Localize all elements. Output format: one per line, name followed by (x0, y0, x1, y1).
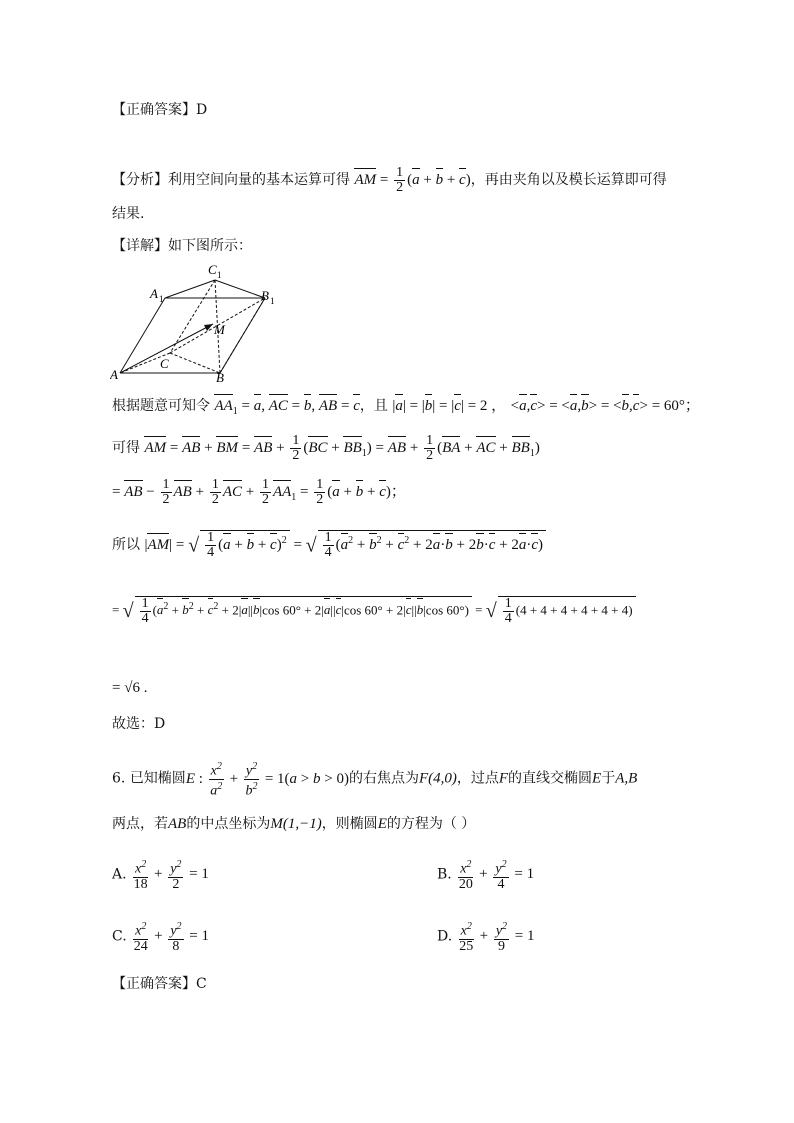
label-c: C (160, 356, 169, 371)
modulus-line-2 (112, 596, 636, 626)
label-c1-sub: 1 (217, 270, 222, 280)
parallelepiped-figure (110, 258, 290, 383)
detail-head: 【详解】 (112, 238, 168, 254)
detail-text: 如下图所示： (168, 238, 252, 254)
result-line (112, 678, 147, 698)
modulus-formula-2: = √ $\frac{1}{4}$ ($a^2 + b^2 + c^2 + 2|a||b|\cos$ 60° + 2|a||c|cos 60° + 2|c||b|cos 60°) = √ $\frac{1}{4}$ (4 + 4 + 4 + 4 + 4 + 4) (112, 602, 636, 617)
label-b1-sub: 1 (270, 296, 275, 306)
question-text-1: 已知椭圆 (129, 770, 186, 787)
label-b1: B (261, 288, 269, 303)
question-text-3: ，过点 (456, 770, 499, 787)
focus-point: F(4,0) (418, 770, 457, 787)
angle-formula: <a,c> = <a,b> = <b,c> (510, 398, 652, 414)
condition-line (112, 396, 700, 422)
analysis-text-1: 利用空间向量的基本运算可得 (168, 171, 350, 188)
question-text-7: 的中点坐标为 (186, 816, 271, 832)
choose-text: 故选：D (112, 716, 166, 732)
modulus-pre: 所以 (112, 537, 140, 553)
modulus-line-1 (112, 530, 546, 560)
derive-formula-2: = AB − $\frac{1}{2}$ AB + $\frac{1}{2}$ AC + $\frac{1}{2}$ $AA_1$ = $\frac{1}{2}$ (a + b + c)； (112, 477, 406, 507)
analysis-line (112, 166, 667, 195)
ellipse-equation: E : $\frac{x^2}{a^2}$ + $\frac{y^2}{b^2}$ = 1(a > b > 0) (185, 761, 349, 799)
derive-pre: 可得 (112, 439, 140, 456)
question-line-1: 6. 已知椭圆E : $\frac{x^2}{a^2}$ + $\frac{y^2}{b^2}$ = 1(a > b > 0)的右焦点为F(4,0)，过点F的直线交椭圆E于A,B (112, 761, 638, 799)
condition-mid: ，且 (359, 398, 388, 414)
question-text-6: 两点，若 (112, 816, 168, 832)
question-text-9: 的方程为（ ） (386, 816, 476, 832)
answer-text: 【正确答案】D (112, 102, 208, 118)
derive-line-1 (112, 434, 540, 464)
question-number: 6. (112, 770, 126, 787)
option-b[interactable]: B. $\frac{x^2}{20}$ + $\frac{y^2}{4}$ = 1 (437, 859, 535, 892)
derive-line-2 (112, 478, 406, 508)
analysis-line-2 (112, 204, 144, 224)
condition-formula: $AA_1 = a$, AC = b, AB = c (214, 398, 360, 417)
question-line-2: 两点，若AB的中点坐标为M(1,−1)，则椭圆E的方程为（ ） (112, 816, 476, 832)
option-c[interactable]: C. $\frac{x^2}{24}$ + $\frac{y^2}{8}$ = 1 (112, 921, 209, 954)
modulus-formula-1: |AM| = √ $\frac{1}{4}$ $(a + b + c)^2$ = √ $\frac{1}{4}$ $(a^2 + b^2 + c^2 + 2a\cdot b + 2b\cdot c + 2a\cdot c)$ (144, 537, 546, 553)
angle-eq: = 60°； (651, 398, 700, 414)
answer-line-2 (112, 974, 207, 994)
label-c1: C (208, 262, 217, 277)
question-text-5: 于 (601, 770, 616, 787)
label-a: A (110, 367, 118, 382)
modulus-eq: = 2 ， (467, 398, 507, 414)
question-text-8: ，则椭圆 (321, 816, 378, 832)
label-m: M (214, 322, 225, 337)
question-text-2: 的右焦点为 (348, 770, 419, 787)
analysis-head: 【分析】 (112, 171, 168, 188)
answer-text-2: 【正确答案】C (112, 976, 207, 992)
am-formula: AM = $\frac{1}{2}$ (a + b + c) (354, 165, 471, 195)
analysis-text-2: ，再由夹角以及模长运算即可得 (470, 171, 667, 188)
option-d[interactable]: D. $\frac{x^2}{25}$ + $\frac{y^2}{9}$ = 1 (437, 921, 535, 954)
option-a[interactable]: A. $\frac{x^2}{18}$ + $\frac{y^2}{2}$ = 1 (112, 859, 209, 892)
detail-line (112, 236, 252, 256)
condition-pre: 根据题意可知令 (112, 398, 210, 414)
label-a1: A (150, 286, 158, 301)
choose-line (112, 714, 165, 734)
midpoint: M(1,−1) (270, 816, 322, 832)
analysis-text-3: 结果. (112, 206, 145, 222)
result-formula: = √6 . (112, 680, 148, 696)
question-text-4: 的直线交椭圆 (508, 770, 593, 787)
label-b: B (216, 370, 224, 383)
modulus-formula: |a| = |b| = |c| (392, 398, 468, 414)
derive-formula-1: AM = AB + BM = AB + $\frac{1}{2}$ $(BC + BB_1)$ = AB + $\frac{1}{2}$ (BA + AC + $BB_1$) (144, 433, 540, 463)
answer-line-1 (112, 100, 207, 120)
label-a1-sub: 1 (159, 294, 164, 304)
